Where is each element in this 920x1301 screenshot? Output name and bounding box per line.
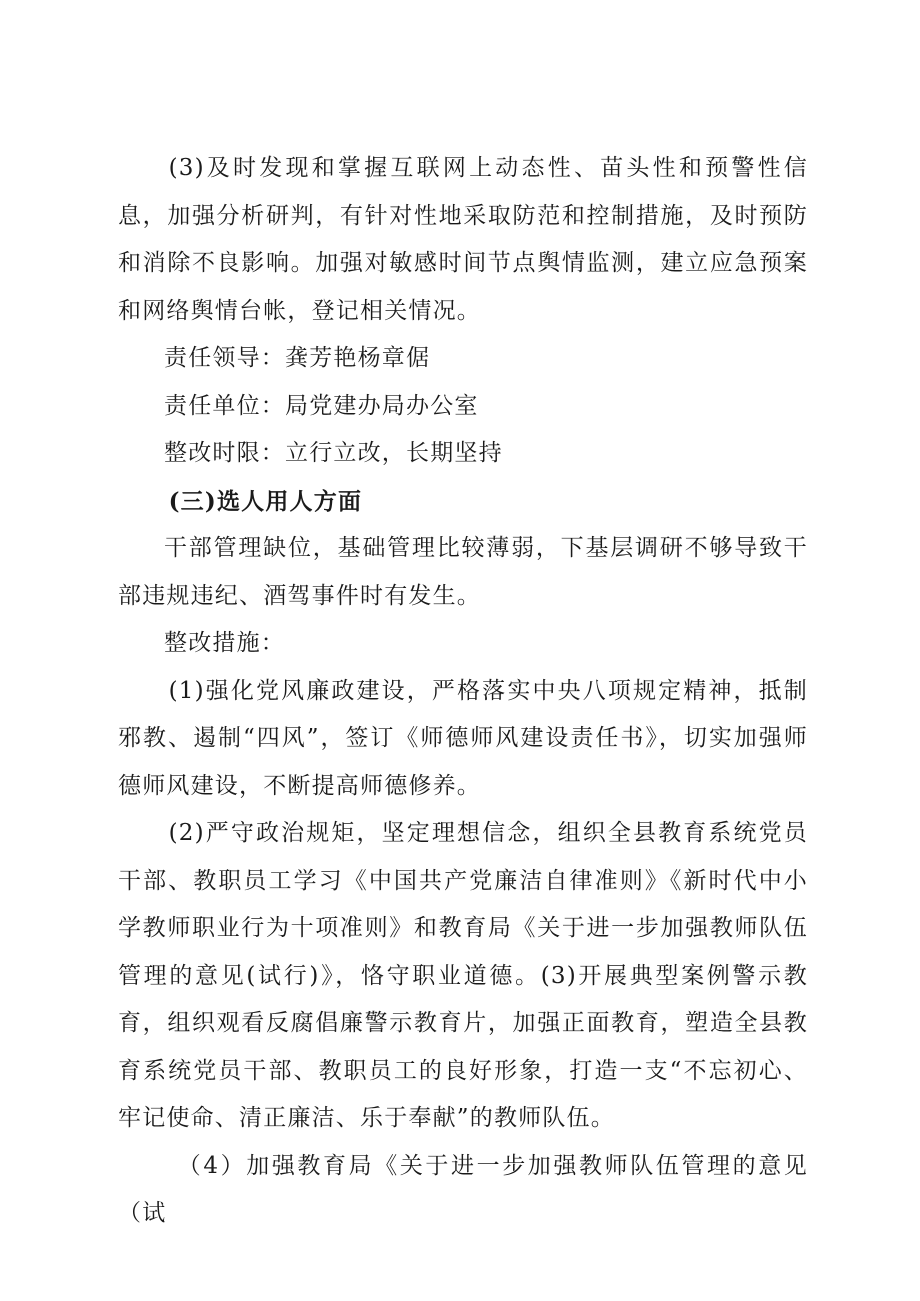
responsible-unit: 责任单位：局党建办局办公室 bbox=[164, 392, 479, 419]
rectification-measures-label: 整改措施： bbox=[164, 630, 285, 656]
paragraph-measure-4: （4）加强教育局《关于进一步加强教师队伍管理的意见（试 bbox=[118, 1152, 808, 1226]
rectification-deadline: 整改时限：立行立改，长期坚持 bbox=[164, 440, 503, 466]
paragraph-measure-2: (2)严守政治规矩，坚定理想信念，组织全县教育系统党员干部、教职员工学习《中国共产党廉洁自律准则》《新时代中小学教师职业行为十项准则》和教育局《关于进一步加强教师队伍管理的意见(试行)》，恪守职业道德。(3)开展典型案例警示教育，组织观看反腐倡廉警示教育片，加强正面教育，塑造全县教育系统党员干部、教职员工的良好形象，打造一支“不忘初心、牢记使命、清正廉洁、乐于奉献”的教师队伍。 bbox=[118, 820, 808, 1131]
paragraph-measure-1: (1)强化党风廉政建设，严格落实中央八项规定精神，抵制邪教、遏制“四风”，签订《师德师风建设责任书》，切实加强师德师风建设，不断提高师德修养。 bbox=[118, 677, 808, 799]
responsible-leader: 责任领导：龚芳艳杨章倨 bbox=[164, 345, 431, 371]
section-heading: (三)选人用人方面 bbox=[168, 487, 363, 515]
document-body bbox=[118, 145, 808, 1238]
paragraph-measure-3: (3)及时发现和掌握互联网上动态性、苗头性和预警性信息，加强分析研判，有针对性地采取防范和控制措施，及时预防和消除不良影响。加强对敏感时间节点舆情监测，建立应急预案和网络舆情台帐，登记相关情况。 bbox=[118, 155, 808, 324]
problem-description: 干部管理缺位，基础管理比较薄弱，下基层调研不够导致干部违规违纪、酒驾事件时有发生。 bbox=[118, 535, 808, 609]
